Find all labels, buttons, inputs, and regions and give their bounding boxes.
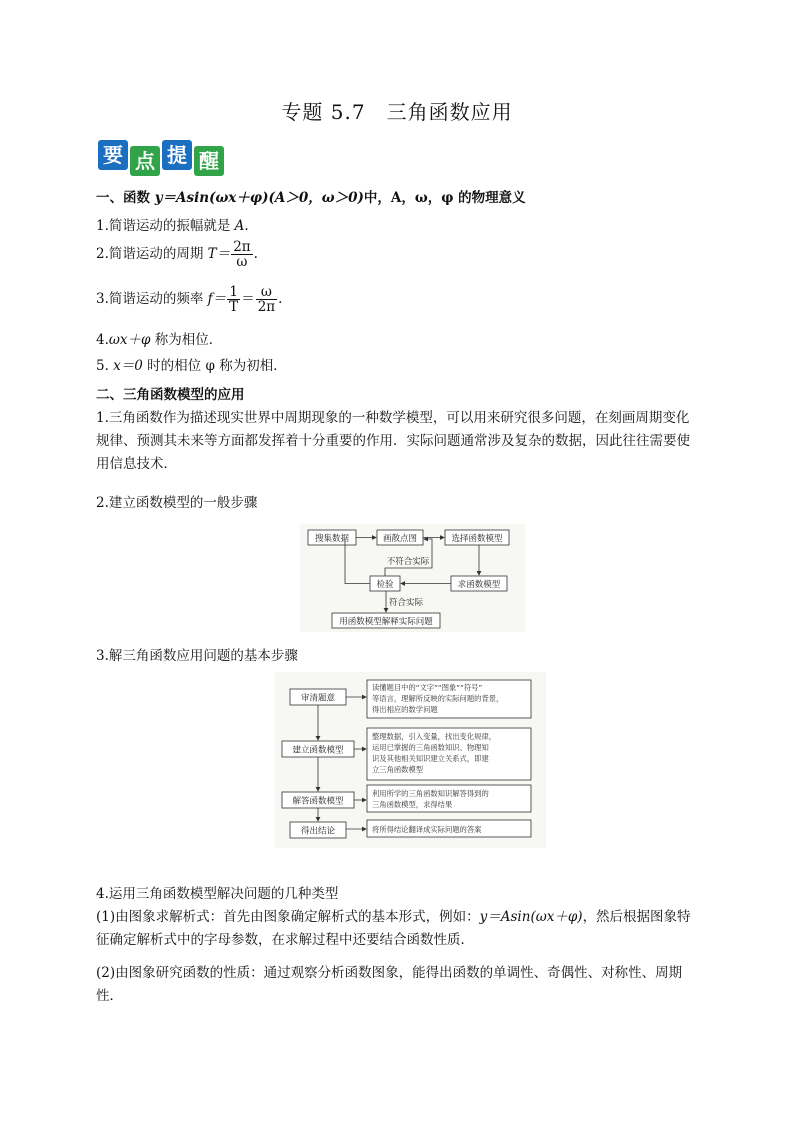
note-line: 利用所学的三角函数知识解答得到的 <box>372 789 489 798</box>
paragraph-trig-model: 1.三角函数作为描述现实世界中周期现象的一种数学模型，可以用来研究很多问题，在刻画周期变化规律、预测其未来等方面都发挥着十分重要的作用．实际问题通常涉及复杂的数据，因此往往需要使用信息技术． <box>96 410 690 472</box>
flow-label-check: 检验 <box>376 580 394 590</box>
note-line: 运用已掌握的三角函数知识、物理知 <box>372 743 489 752</box>
subheading-model-steps: 2.建立函数模型的一般步骤 <box>96 495 258 511</box>
item-formula: T＝ <box>207 246 231 262</box>
subheading-problem-types: 4.运用三角函数模型解决问题的几种类型 <box>96 886 339 902</box>
section-2-heading: 二、三角函数模型的应用 <box>96 387 245 403</box>
paragraph-type-2: (2)由图象研究函数的性质：通过观察分析函数图象，能得出函数的单调性、奇偶性、对称性、周期性． <box>96 965 683 1004</box>
item-period <box>96 240 258 269</box>
paragraph-formula: y＝Asin(ωx＋φ) <box>479 909 583 925</box>
item-text: 3.简谐运动的频率 <box>96 291 208 307</box>
fraction-denominator: 2π <box>257 299 276 315</box>
fraction <box>256 285 277 314</box>
fraction-numerator: ω <box>256 285 277 300</box>
item-formula: f＝ <box>207 291 227 307</box>
note-line: 等语言，理解所反映的实际问题的背景， <box>372 694 504 703</box>
heading-text: 一、函数 <box>96 190 155 206</box>
flow-label-fit: 符合实际 <box>388 598 424 608</box>
section-1-heading <box>96 186 526 206</box>
flow-label-choose: 选择函数模型 <box>451 534 503 544</box>
note-line: 整理数据，引入变量，找出变化规律， <box>372 732 497 741</box>
fraction <box>231 240 252 269</box>
solving-steps-flowchart <box>275 672 546 848</box>
key-points-badge <box>98 140 238 174</box>
badge-char: 点 <box>130 146 160 176</box>
item-number: 4. <box>96 332 109 348</box>
paragraph-text: ，然后根据图象特征确定解析式中的字母参数，在求解过程中还要结合函数性质． <box>96 909 691 948</box>
item-text: . <box>253 246 258 262</box>
paragraph-type-1 <box>96 906 700 952</box>
flow-label-not-fit: 不符合实际 <box>386 557 430 567</box>
item-text: 1.简谐运动的振幅就是 <box>96 218 235 234</box>
item-formula: A. <box>234 218 249 234</box>
heading-formula: y＝Asin(ωx＋φ)(A＞0，ω＞0) <box>154 190 364 206</box>
item-initial-phase <box>96 354 287 374</box>
paragraph-text: (1)由图象求解析式：首先由图象确定解析式的基本形式，例如： <box>96 909 480 925</box>
item-text: ＝ <box>241 291 255 307</box>
fraction-denominator: T <box>229 299 239 315</box>
item-text: 2.简谐运动的周期 <box>96 246 208 262</box>
fraction-denominator: ω <box>236 254 248 270</box>
fraction-numerator: 1 <box>227 285 240 300</box>
item-text: 5. <box>96 358 114 374</box>
page-title: 专题 5.7 三角函数应用 <box>281 100 513 124</box>
flow-label-scatter: 画散点图 <box>382 534 418 544</box>
flow-label-explain: 用函数模型解释实际问题 <box>339 617 433 627</box>
item-text: . <box>278 291 283 307</box>
step-label: 建立函数模型 <box>292 745 344 756</box>
model-building-flowchart <box>300 524 525 632</box>
flow-label-solve: 求函数模型 <box>457 580 501 590</box>
item-phase <box>96 328 222 348</box>
note-line: 三角函数模型，求得结果 <box>372 800 453 809</box>
item-amplitude <box>96 214 249 234</box>
subheading-solving-steps: 3.解三角函数应用问题的基本步骤 <box>96 648 298 664</box>
badge-char: 提 <box>162 140 192 170</box>
step-label: 得出结论 <box>300 826 336 837</box>
fraction <box>227 285 240 314</box>
item-text: 称为相位． <box>150 332 223 348</box>
fraction-numerator: 2π <box>233 239 251 255</box>
note-line: 得出相应的数学问题 <box>372 705 438 714</box>
note-line: 识及其他相关知识建立关系式，即建 <box>372 754 489 763</box>
badge-char: 要 <box>98 140 128 170</box>
note-line: 读懂题目中的“文字”“图象”“符号” <box>372 683 483 692</box>
badge-char: 醒 <box>194 146 224 176</box>
item-formula: ωx＋φ <box>108 332 151 348</box>
note-line: 将所得结论翻译成实际问题的答案 <box>372 825 482 834</box>
item-frequency <box>96 285 282 314</box>
step-label: 解答函数模型 <box>292 796 344 807</box>
step-label: 审清题意 <box>300 693 336 704</box>
flow-label-collect: 搜集数据 <box>314 534 350 544</box>
heading-text: 中，A，ω，φ 的物理意义 <box>363 190 526 206</box>
item-text: 时的相位 φ 称为初相． <box>142 358 287 374</box>
note-line: 立三角函数模型 <box>372 765 424 774</box>
item-formula: x＝0 <box>113 358 143 374</box>
